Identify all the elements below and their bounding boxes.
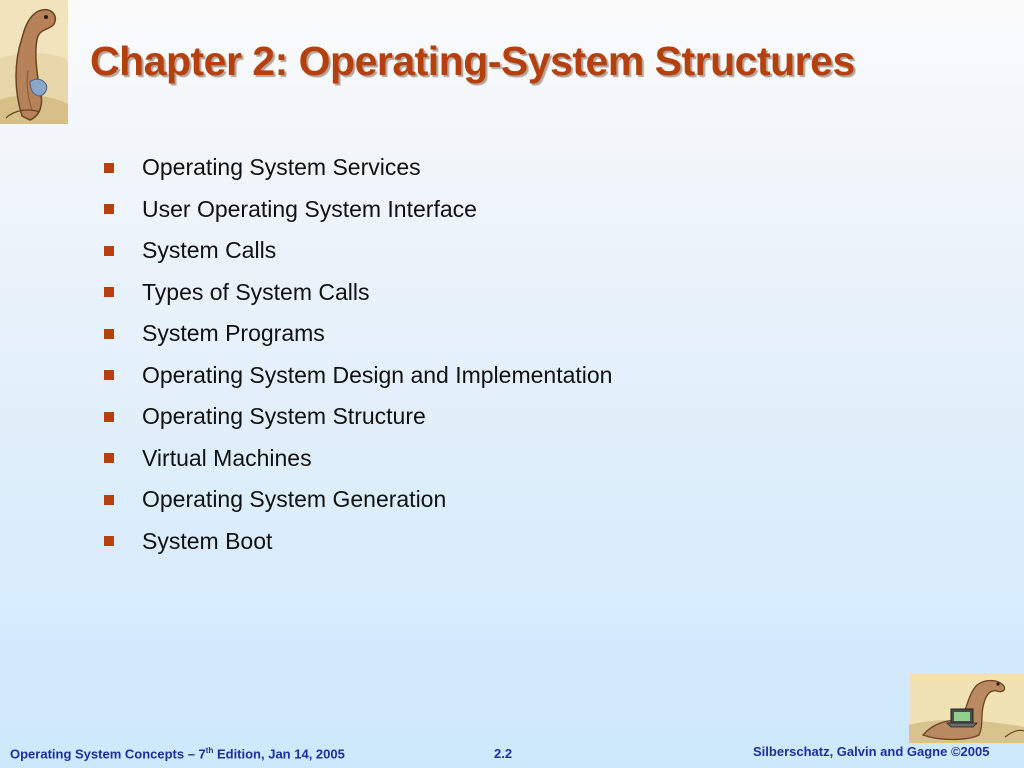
list-item xyxy=(104,479,612,521)
list-item xyxy=(104,230,612,272)
list-item xyxy=(104,147,612,189)
dinosaur-laptop-icon xyxy=(909,673,1024,743)
dinosaur-logo-top-icon xyxy=(0,0,68,124)
square-bullet-icon xyxy=(104,412,114,422)
footer-copyright: Silberschatz, Galvin and Gagne ©2005 xyxy=(753,744,990,759)
square-bullet-icon xyxy=(104,370,114,380)
square-bullet-icon xyxy=(104,163,114,173)
square-bullet-icon xyxy=(104,495,114,505)
slide-title: Chapter 2: Operating-System Structures xyxy=(90,38,855,84)
square-bullet-icon xyxy=(104,453,114,463)
page-number: 2.2 xyxy=(494,746,513,761)
list-item xyxy=(104,438,612,480)
list-item-text: System Programs xyxy=(142,320,325,347)
list-item-text: Types of System Calls xyxy=(142,278,370,305)
list-item-text: Operating System Structure xyxy=(142,403,426,430)
list-item-text: User Operating System Interface xyxy=(142,195,477,222)
square-bullet-icon xyxy=(104,204,114,214)
list-item xyxy=(104,521,612,563)
square-bullet-icon xyxy=(104,329,114,339)
list-item-text: Virtual Machines xyxy=(142,444,312,471)
square-bullet-icon xyxy=(104,246,114,256)
list-item xyxy=(104,313,612,355)
list-item-text: Operating System Design and Implementation xyxy=(142,361,613,388)
square-bullet-icon xyxy=(104,287,114,297)
list-item-text: Operating System Services xyxy=(142,154,421,181)
list-item xyxy=(104,396,612,438)
list-item xyxy=(104,272,612,314)
list-item-text: System Boot xyxy=(142,527,273,554)
square-bullet-icon xyxy=(104,536,114,546)
topic-list xyxy=(104,147,612,562)
list-item-text: System Calls xyxy=(142,237,277,264)
list-item-text: Operating System Generation xyxy=(142,486,447,513)
list-item xyxy=(104,355,612,397)
footer-book-title: Operating System Concepts – 7th Edition, Jan 14, 2005 xyxy=(10,746,345,762)
list-item xyxy=(104,189,612,231)
